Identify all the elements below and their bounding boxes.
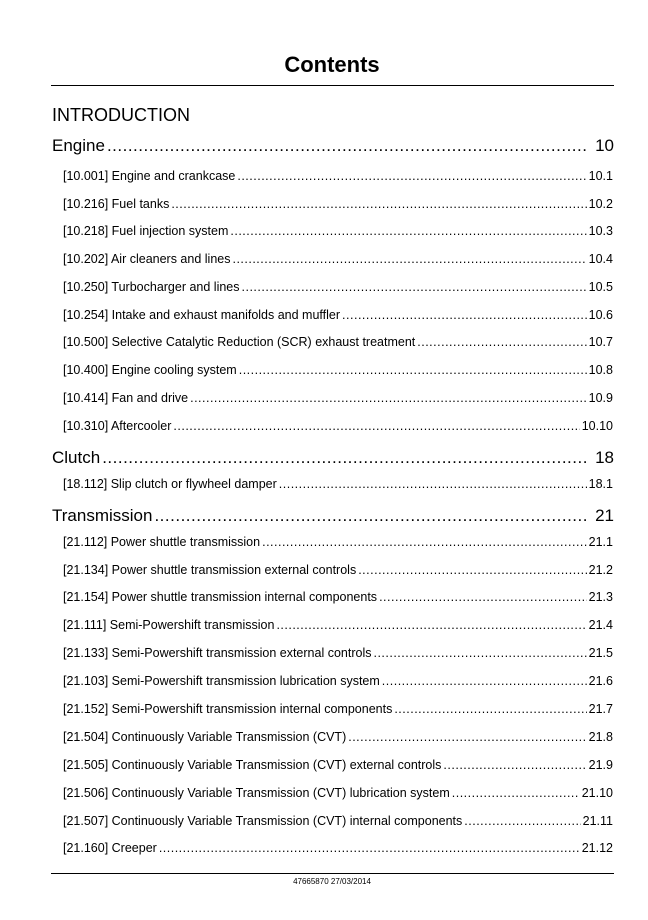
toc-entry-label: [21.506] Continuously Variable Transmission (CVT) lubrication system	[63, 786, 450, 800]
dot-leader	[342, 306, 587, 324]
toc-entry-label: [21.507] Continuously Variable Transmission (CVT) internal components	[63, 814, 463, 828]
footer-divider	[51, 873, 614, 874]
toc-chapter-page: 18	[595, 448, 614, 467]
toc-entry-label: [10.001] Engine and crankcase	[63, 169, 236, 183]
footer-document-id: 47665870 27/03/2014	[293, 877, 371, 886]
toc-entry[interactable]	[63, 839, 614, 857]
toc-entry[interactable]	[63, 561, 614, 579]
toc-entry-page: 21.4	[588, 618, 613, 632]
toc-entry-page: 21.7	[588, 702, 613, 716]
toc-entry-label: [21.134] Power shuttle transmission external controls	[63, 563, 357, 577]
toc-entry[interactable]	[63, 167, 614, 185]
toc-entry[interactable]	[63, 361, 614, 379]
toc-entry[interactable]	[63, 672, 614, 690]
toc-entry-label: [10.414] Fan and drive	[63, 391, 189, 405]
toc-chapter-page: 21	[595, 506, 614, 525]
dot-leader	[232, 250, 586, 268]
toc-entry-label: [18.112] Slip clutch or flywheel damper	[63, 477, 277, 491]
toc-entry-label: [21.505] Continuously Variable Transmission (CVT) external controls	[63, 758, 442, 772]
toc-entry[interactable]	[63, 195, 614, 213]
toc-entry-page: 21.3	[588, 590, 613, 604]
toc-entry-label: [21.154] Power shuttle transmission internal components	[63, 590, 378, 604]
toc-entry-page: 21.1	[588, 535, 613, 549]
toc-entry[interactable]	[63, 533, 614, 551]
dot-leader	[464, 812, 580, 830]
toc-entry[interactable]	[63, 475, 614, 493]
dot-leader	[279, 475, 587, 493]
toc-entry-page: 10.5	[588, 280, 613, 294]
dot-leader	[348, 728, 586, 746]
toc-entry[interactable]	[63, 756, 614, 774]
toc-chapter-title: Transmission	[52, 506, 153, 525]
dot-leader	[237, 167, 586, 185]
toc-entry-label: [10.202] Air cleaners and lines	[63, 252, 231, 266]
header-divider	[51, 85, 614, 86]
dot-leader	[262, 533, 587, 551]
toc-entry-page: 21.2	[588, 563, 613, 577]
toc-entry-page: 10.7	[588, 335, 613, 349]
toc-entry-page: 21.9	[588, 758, 613, 772]
dot-leader	[239, 361, 587, 379]
dot-leader	[358, 561, 586, 579]
toc-chapter-page: 10	[595, 136, 614, 155]
dot-leader	[443, 756, 586, 774]
toc-entry-label: [10.310] Aftercooler	[63, 419, 172, 433]
toc-entry[interactable]	[63, 250, 614, 268]
toc-entry-label: [10.500] Selective Catalytic Reduction (SCR) exhaust treatment	[63, 335, 416, 349]
dot-leader	[171, 195, 586, 213]
toc-entry-page: 21.12	[581, 841, 613, 855]
toc-entry[interactable]	[63, 812, 614, 830]
toc-entry-page: 10.2	[588, 197, 613, 211]
toc-entry-label: [21.504] Continuously Variable Transmission (CVT)	[63, 730, 347, 744]
page-title: Contents	[284, 52, 380, 77]
dot-leader	[242, 278, 587, 296]
toc-entry-label: [21.160] Creeper	[63, 841, 157, 855]
toc-entry-page: 10.10	[581, 419, 613, 433]
dot-leader	[276, 616, 586, 634]
dot-leader	[154, 505, 588, 527]
toc-chapter-clutch[interactable]	[52, 447, 614, 469]
dot-leader	[382, 672, 587, 690]
dot-leader	[107, 135, 588, 157]
toc-entry-label: [10.216] Fuel tanks	[63, 197, 170, 211]
dot-leader	[379, 588, 587, 606]
toc-entry[interactable]	[63, 644, 614, 662]
dot-leader	[190, 389, 587, 407]
toc-entry-label: [21.133] Semi-Powershift transmission external controls	[63, 646, 372, 660]
toc-entry-page: 21.5	[588, 646, 613, 660]
dot-leader	[373, 644, 586, 662]
toc-entry-label: [10.250] Turbocharger and lines	[63, 280, 240, 294]
toc-entry[interactable]	[63, 306, 614, 324]
toc-entry-label: [10.400] Engine cooling system	[63, 363, 237, 377]
toc-entry[interactable]	[63, 616, 614, 634]
toc-entry-page: 10.4	[588, 252, 613, 266]
dot-leader	[394, 700, 586, 718]
toc-entry-page: 18.1	[588, 477, 613, 491]
toc-entry[interactable]	[63, 700, 614, 718]
toc-chapter-engine[interactable]	[52, 135, 614, 157]
dot-leader	[230, 222, 586, 240]
toc-entry-label: [21.152] Semi-Powershift transmission internal components	[63, 702, 393, 716]
toc-entry-page: 21.6	[588, 674, 613, 688]
toc-entry-page: 21.10	[581, 786, 613, 800]
dot-leader	[452, 784, 580, 802]
toc-entry-page: 10.9	[588, 391, 613, 405]
introduction-heading[interactable]: INTRODUCTION	[52, 105, 190, 125]
toc-entry[interactable]	[63, 784, 614, 802]
toc-entry-page: 10.6	[588, 308, 613, 322]
toc-chapter-transmission[interactable]	[52, 505, 614, 527]
toc-entry-label: [10.254] Intake and exhaust manifolds and muffler	[63, 308, 341, 322]
toc-chapter-title: Engine	[52, 136, 105, 155]
dot-leader	[102, 447, 588, 469]
toc-entry[interactable]	[63, 417, 614, 435]
toc-entry-page: 21.8	[588, 730, 613, 744]
toc-entry[interactable]	[63, 333, 614, 351]
toc-entry-label: [10.218] Fuel injection system	[63, 224, 229, 238]
toc-entry-page: 10.8	[588, 363, 613, 377]
toc-entry-page: 10.1	[588, 169, 613, 183]
toc-entry-label: [21.103] Semi-Powershift transmission lubrication system	[63, 674, 380, 688]
dot-leader	[159, 839, 580, 857]
toc-entry[interactable]	[63, 222, 614, 240]
toc-entry[interactable]	[63, 278, 614, 296]
dot-leader	[173, 417, 579, 435]
toc-entry-label: [21.112] Power shuttle transmission	[63, 535, 261, 549]
toc-entry-label: [21.111] Semi-Powershift transmission	[63, 618, 275, 632]
toc-chapter-title: Clutch	[52, 448, 101, 467]
toc-entry-page: 10.3	[588, 224, 613, 238]
toc-entry[interactable]	[63, 728, 614, 746]
toc-entry-page: 21.11	[582, 814, 613, 828]
toc-entry[interactable]	[63, 389, 614, 407]
toc-entry[interactable]	[63, 588, 614, 606]
dot-leader	[417, 333, 586, 351]
